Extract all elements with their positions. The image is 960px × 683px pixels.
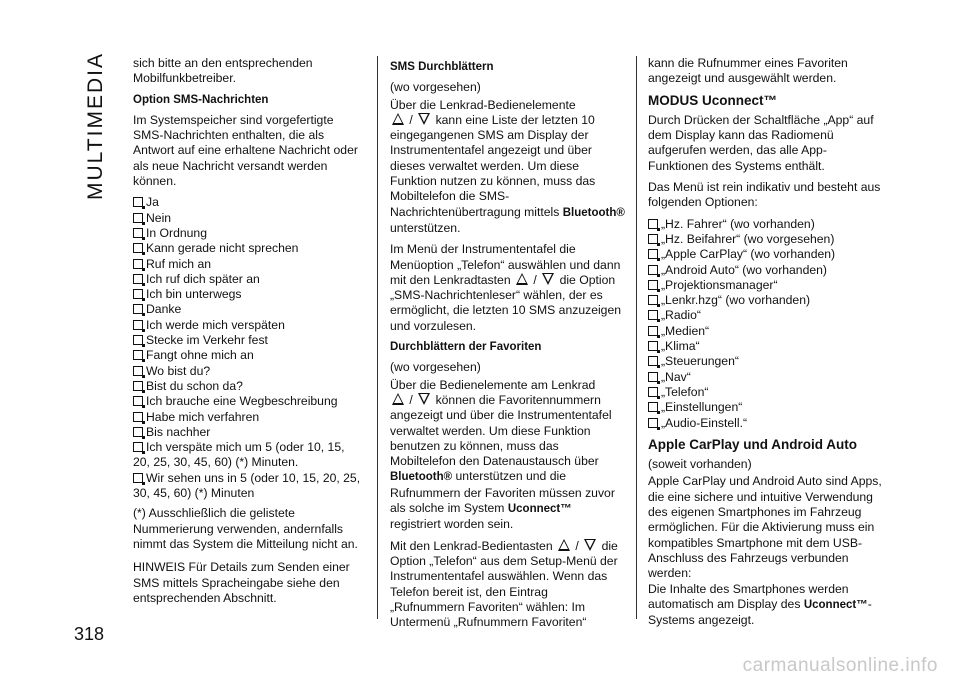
list-item: „Einstellungen“ <box>648 400 883 415</box>
fav-continuation: kann die Rufnummer eines Favoriten angezeigt und ausgewählt werden. <box>648 56 848 86</box>
bullet-box-icon <box>133 381 143 391</box>
column-3 <box>648 56 883 634</box>
arrow-up-icon <box>558 539 570 551</box>
list-item: „Lenkr.hzg“ (wo vorhanden) <box>648 293 883 308</box>
list-item: Bist du schon da? <box>133 379 363 394</box>
arrow-down-icon <box>418 393 430 405</box>
list-item: „Audio-Einstell.“ <box>648 416 883 431</box>
list-item: „Android Auto“ (wo vorhanden) <box>648 263 883 278</box>
bullet-box-icon <box>133 243 143 253</box>
arrow-up-icon <box>516 273 528 285</box>
list-item: „Projektionsmanager“ <box>648 278 883 293</box>
heading-sms-browse: SMS Durchblättern <box>390 61 494 73</box>
list-item: Stecke im Verkehr fest <box>133 333 363 348</box>
bullet-box-icon <box>133 213 143 223</box>
list-item: Wo bist du? <box>133 364 363 379</box>
page-number: 318 <box>74 624 105 644</box>
bullet-box-icon <box>648 265 658 275</box>
bullet-box-icon <box>133 320 143 330</box>
bullet-box-icon <box>133 289 143 299</box>
list-item: Danke <box>133 302 363 317</box>
bullet-box-icon <box>133 335 143 345</box>
bullet-box-icon <box>648 356 658 366</box>
column-divider-1 <box>377 56 378 619</box>
bullet-box-icon <box>133 412 143 422</box>
watermark: carmanualsonline.info <box>742 655 938 676</box>
carplay-provided: (soweit vorhanden) <box>648 457 752 472</box>
list-item: Ich ruf dich später an <box>133 272 363 287</box>
bullet-box-icon <box>648 418 658 428</box>
list-item: Fangt ohne mich an <box>133 348 363 363</box>
list-item: Nein <box>133 211 363 226</box>
bullet-box-icon <box>648 249 658 259</box>
bullet-box-icon <box>648 326 658 336</box>
list-item: „Hz. Beifahrer“ (wo vorgesehen) <box>648 232 883 247</box>
list-item: Bis nachher <box>133 425 363 440</box>
list-item: „Nav“ <box>648 370 883 385</box>
bullet-box-icon <box>133 396 143 406</box>
sms-provided: (wo vorgesehen) <box>390 80 481 95</box>
bullet-box-icon <box>133 304 143 314</box>
sms-paragraph-1: Über die Lenkrad-Bedienelemente / kann eine Liste der letzten 10 eingegangenen SMS am Display der Instrumententafel angezeigt und über dieses verwaltet werden. Um diese Funktion nutzen zu können, muss das Mobiltelefon die SMS-Nachrichtenübertragung mittels Bluetooth® unterstützen. <box>390 97 625 235</box>
arrow-up-icon <box>392 113 404 125</box>
bullet-box-icon <box>133 473 143 483</box>
heading-carplay: Apple CarPlay und Android Auto <box>648 436 857 452</box>
bullet-box-icon <box>648 295 658 305</box>
list-item: „Apple CarPlay“ (wo vorhanden) <box>648 247 883 262</box>
bullet-box-icon <box>648 372 658 382</box>
carplay-paragraph-2: Die Inhalte des Smartphones werden automatisch am Display des Uconnect™- Systems angezeigt. <box>648 581 872 628</box>
list-item: In Ordnung <box>133 226 363 241</box>
bullet-box-icon <box>133 350 143 360</box>
bullet-box-icon <box>648 280 658 290</box>
app-menu-option-list <box>648 217 883 431</box>
modus-paragraph-2: Das Menü ist rein indikativ und besteht aus folgenden Optionen: <box>648 180 881 210</box>
bullet-box-icon <box>133 197 143 207</box>
sms-message-list <box>133 195 363 501</box>
carplay-paragraph-1: Apple CarPlay und Android Auto sind Apps, die eine sichere und intuitive Verwendung des eigenen Smartphones im Fahrzeug ermöglichen. Für die Aktivierung muss ein kompatibles Smartphone mit dem USB-Anschluss des Fahrzeugs verbunden werden: <box>648 474 882 581</box>
list-item: „Steuerungen“ <box>648 354 883 369</box>
list-item: „Hz. Fahrer“ (wo vorhanden) <box>648 217 883 232</box>
bullet-box-icon <box>133 259 143 269</box>
column-divider-2 <box>636 56 637 619</box>
arrow-up-icon <box>392 393 404 405</box>
hinweis-note: HINWEIS Für Details zum Senden einer SMS mittels Spracheingabe siehe den entsprechenden Abschnitt. <box>133 560 350 605</box>
bullet-box-icon <box>648 387 658 397</box>
system-messages-text: Im Systemspeicher sind vorgefertigte SMS-Nachrichten enthalten, die als Antwort auf eine erhaltene Nachricht oder als neue Nachricht versandt werden können. <box>133 112 358 189</box>
list-item: „Klima“ <box>648 339 883 354</box>
bullet-box-icon <box>648 341 658 351</box>
column-1 <box>133 56 363 612</box>
column-2 <box>390 56 625 636</box>
footnote: (*) Ausschließlich die gelistete Nummerierung verwenden, andernfalls nimmt das System die Mitteilung nicht an. <box>133 506 358 551</box>
bullet-box-icon <box>133 442 143 452</box>
list-item: „Radio“ <box>648 308 883 323</box>
fav-provided: (wo vorgesehen) <box>390 360 481 375</box>
arrow-down-icon <box>542 273 554 285</box>
bullet-box-icon <box>648 219 658 229</box>
list-item: Ich bin unterwegs <box>133 287 363 302</box>
heading-option-sms: Option SMS-Nachrichten <box>133 93 269 106</box>
bullet-box-icon <box>133 366 143 376</box>
list-item: Ich verspäte mich um 5 (oder 10, 15, 20, 25, 30, 45, 60) (*) Minuten. <box>133 440 345 470</box>
fav-paragraph-2: Mit den Lenkrad-Bedientasten / die Option „Telefon“ aus dem Setup-Menü der Instrumententafel auswählen. Wenn das Telefon bereit ist, den Eintrag „Rufnummern Favoriten“ wählen: Im Untermenü „Rufnummern Favoriten“ <box>390 538 618 630</box>
heading-modus-uconnect: MODUS Uconnect™ <box>648 92 778 108</box>
list-item: Kann gerade nicht sprechen <box>133 241 363 256</box>
heading-favorites: Durchblättern der Favoriten <box>390 341 542 354</box>
list-item: Ich werde mich verspäten <box>133 318 363 333</box>
section-title: MULTIMEDIA <box>84 51 107 200</box>
bullet-box-icon <box>133 274 143 284</box>
list-item: „Telefon“ <box>648 385 883 400</box>
modus-paragraph-1: Durch Drücken der Schaltfläche „App“ auf dem Display kann das Radiomenü aufgerufen werden, das alle App-Funktionen des Systems enthält. <box>648 112 874 173</box>
intro-text: sich bitte an den entsprechenden Mobilfunkbetreiber. <box>133 56 313 86</box>
sms-paragraph-2: Im Menü der Instrumententafel die Menüoption „Telefon“ auswählen und dann mit den Lenkradtasten / die Option „SMS-Nachrichtenleser“ wählen, der es ermöglicht, die letzten 10 SMS anzuzeigen und vorzulesen. <box>390 242 622 333</box>
bullet-box-icon <box>133 427 143 437</box>
list-item: Ruf mich an <box>133 257 363 272</box>
list-item: Wir sehen uns in 5 (oder 10, 15, 20, 25, 30, 45, 60) (*) Minuten <box>133 470 361 501</box>
bullet-box-icon <box>133 228 143 238</box>
fav-paragraph-1: Über die Bedienelemente am Lenkrad / können die Favoritennummern angezeigt und über die Instrumententafel verwaltet werden. Um diese Funktion benutzen zu können, muss das Mobiltelefon den Datenaustausch über Bluetooth® unterstützen und die Rufnummern der Favoriten müssen zuvor als solche im System Uconnect™ registriert worden sein. <box>390 377 615 532</box>
list-item: Habe mich verfahren <box>133 410 363 425</box>
list-item: „Medien“ <box>648 324 883 339</box>
bullet-box-icon <box>648 402 658 412</box>
list-item: Ich brauche eine Wegbeschreibung <box>133 394 363 409</box>
arrow-down-icon <box>584 539 596 551</box>
bullet-box-icon <box>648 234 658 244</box>
arrow-down-icon <box>418 113 430 125</box>
bullet-box-icon <box>648 310 658 320</box>
list-item: Ja <box>133 195 363 210</box>
